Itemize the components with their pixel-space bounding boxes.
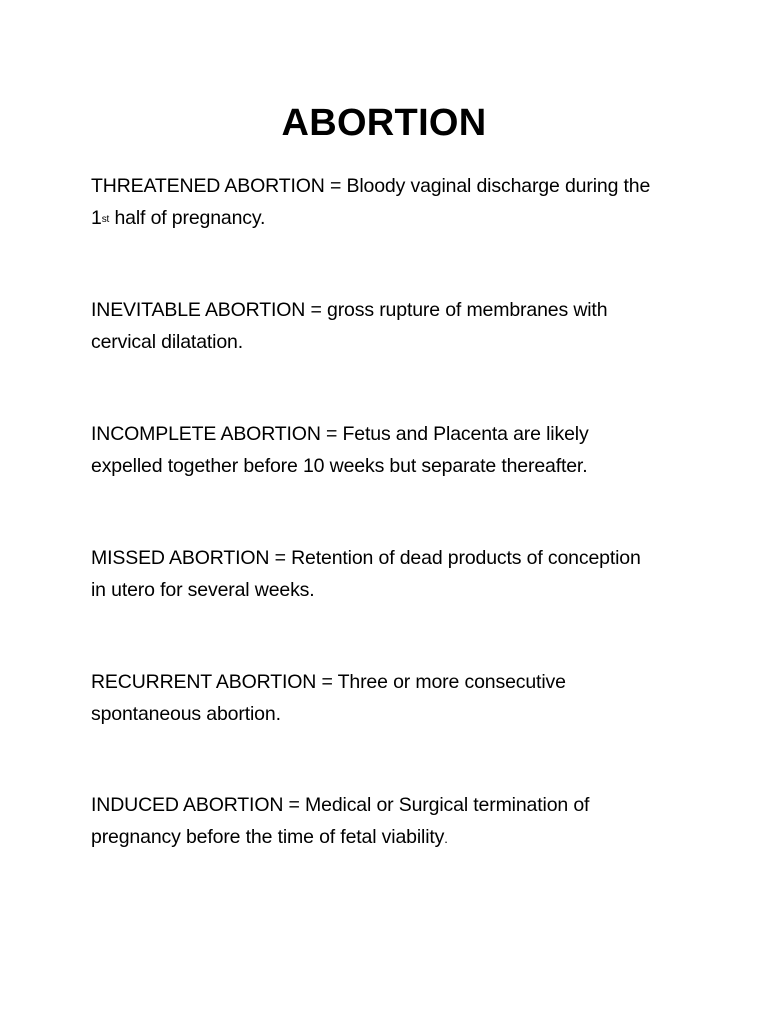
definition-missed-abortion — [91, 542, 691, 606]
definition-line: expelled together before 10 weeks but separate thereafter. — [91, 455, 588, 477]
definition-inevitable-abortion — [91, 294, 691, 358]
definition-line-rest: half of pregnancy. — [109, 207, 266, 229]
definition-line: RECURRENT ABORTION = Three or more consecutive — [91, 671, 566, 693]
definition-line — [91, 821, 691, 855]
trailing-period: . — [444, 831, 448, 846]
definition-line: THREATENED ABORTION = Bloody vaginal discharge during the — [91, 175, 651, 197]
ordinal-number: 1 — [91, 207, 102, 229]
definition-line: INDUCED ABORTION = Medical or Surgical termination of — [91, 794, 590, 816]
definition-line-text: pregnancy before the time of fetal viability — [91, 826, 445, 848]
definition-line: INEVITABLE ABORTION = gross rupture of membranes with — [91, 299, 608, 321]
definition-line: INCOMPLETE ABORTION = Fetus and Placenta are likely — [91, 423, 589, 445]
definition-line: cervical dilatation. — [91, 331, 243, 353]
definition-line: MISSED ABORTION = Retention of dead products of conception — [91, 547, 641, 569]
definition-incomplete-abortion — [91, 418, 691, 482]
definition-line: in utero for several weeks. — [91, 579, 315, 601]
definition-induced-abortion — [91, 789, 691, 855]
definition-recurrent-abortion — [91, 666, 691, 730]
definition-threatened-abortion — [91, 170, 691, 234]
ordinal-superscript: st — [101, 214, 110, 225]
definition-line: spontaneous abortion. — [91, 703, 281, 725]
definition-line — [91, 202, 691, 234]
document-title: ABORTION — [281, 102, 487, 144]
